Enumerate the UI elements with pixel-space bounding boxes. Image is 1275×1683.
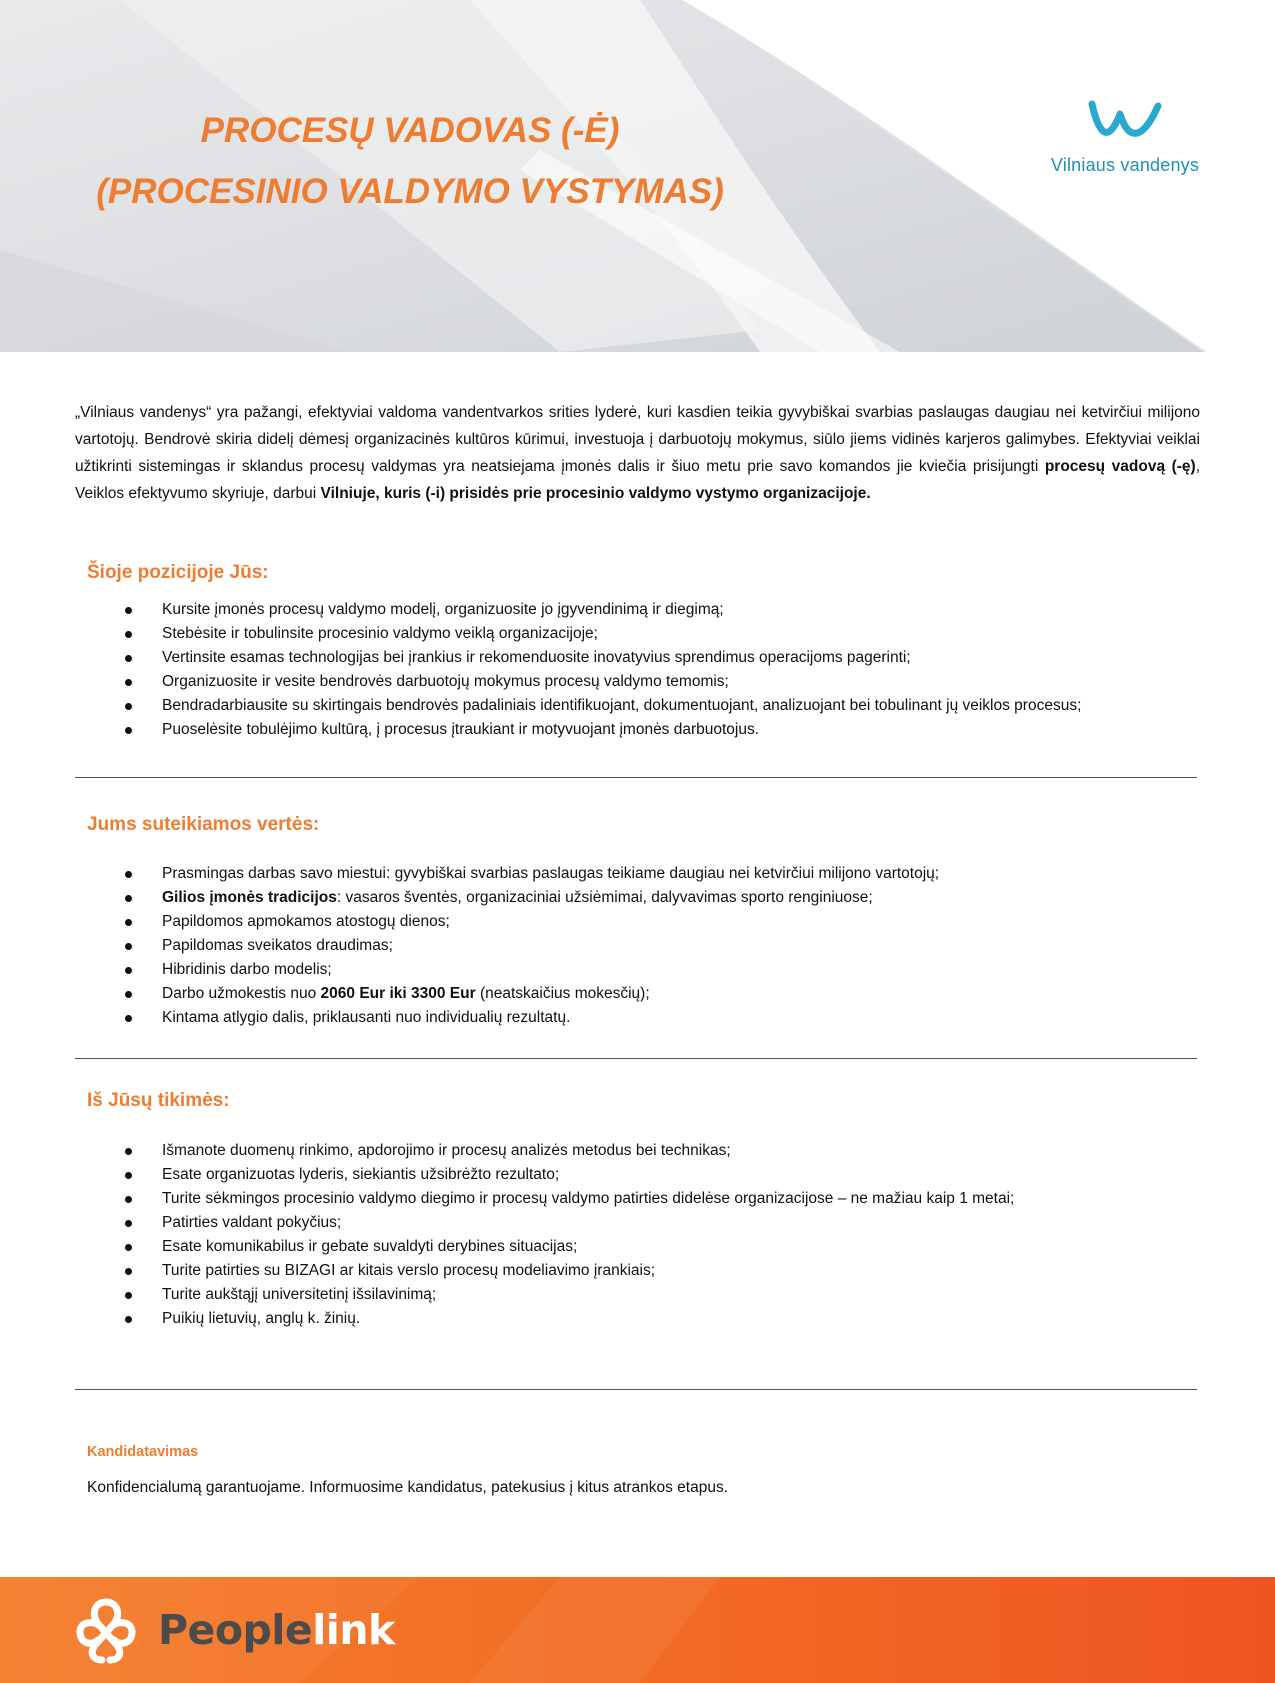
list-item-text: Papildomos apmokamos atostogų dienos; (162, 913, 450, 930)
list-item (87, 1283, 1202, 1307)
bullet-icon (125, 679, 132, 686)
bullet-icon (125, 631, 132, 638)
wave-w-icon (1088, 100, 1162, 144)
intro-text-2: , Veiklos efektyvumo skyriuje, darbui (75, 458, 1200, 502)
list-item (87, 718, 1202, 742)
bullet-icon (125, 1148, 132, 1155)
list-item (87, 670, 1202, 694)
intro-paragraph (75, 399, 1200, 507)
job-title-line-1: PROCESŲ VADOVAS (-Ė) (200, 111, 620, 150)
list-item-text: Turite patirties su BIZAGI ar kitais verslo procesų modeliavimo įrankiais; (162, 1262, 656, 1279)
list-item-text: Darbo užmokestis nuo (162, 985, 321, 1002)
candidacy-text: Konfidencialumą garantuojame. Informuosime kandidatus, patekusius į kitus atrankos etapus. (87, 1479, 729, 1496)
bullet-icon (125, 919, 132, 926)
list-item-text: Kintama atlygio dalis, priklausanti nuo individualių rezultatų. (162, 1009, 571, 1026)
peoplelink-knot-icon (70, 1594, 142, 1666)
list-item-text: Kursite įmonės procesų valdymo modelį, organizuosite jo įgyvendinimą ir diegimą; (162, 601, 724, 618)
list-item-text: Patirties valdant pokyčius; (162, 1214, 342, 1231)
peoplelink-wordmark (158, 1606, 395, 1654)
divider-2 (75, 1058, 1197, 1059)
list-item (87, 1187, 1202, 1211)
list-item (87, 622, 1202, 646)
company-logo (1040, 100, 1210, 190)
brand-part-2: link (312, 1606, 395, 1654)
bullet-icon (125, 1172, 132, 1179)
candidacy-label: Kandidatavimas (87, 1444, 199, 1460)
list-item-text: Organizuosite ir vesite bendrovės darbuotojų mokymus procesų valdymo temomis; (162, 673, 729, 690)
bullet-icon (125, 607, 132, 614)
list-item-text: Puoselėsite tobulėjimo kultūrą, į procesus įtraukiant ir motyvuojant įmonės darbuotojus. (162, 721, 760, 738)
salary-range: 2060 Eur iki 3300 Eur (320, 985, 476, 1002)
list-item (87, 982, 1202, 1006)
list-item (87, 862, 1202, 886)
list-item-text: Vertinsite esamas technologijas bei įrankius ir rekomenduosite inovatyvius sprendimus operacijoms pagerinti; (162, 649, 911, 666)
list-item-bold: Gilios įmonės tradicijos (162, 889, 337, 906)
bullet-icon (125, 1316, 132, 1323)
requirements-list (87, 1139, 1202, 1331)
section-heading-requirements: Iš Jūsų tikimės: (87, 1090, 230, 1111)
list-item (87, 1259, 1202, 1283)
list-item (87, 958, 1202, 982)
list-item (87, 910, 1202, 934)
list-item-text: Turite aukštąjį universitetinį išsilavinimą; (162, 1286, 437, 1303)
list-item (87, 1235, 1202, 1259)
bullet-icon (125, 727, 132, 734)
list-item (87, 1307, 1202, 1331)
divider-1 (75, 777, 1197, 778)
list-item (87, 1139, 1202, 1163)
section-heading-benefits: Jums suteikiamos vertės: (87, 814, 320, 835)
list-item-text: Išmanote duomenų rinkimo, apdorojimo ir procesų analizės metodus bei technikas; (162, 1142, 731, 1159)
list-item-text: Prasmingas darbas savo miestui: gyvybiškai svarbias paslaugas teikiame daugiau nei ketvirčiui milijono vartotojų; (162, 865, 940, 882)
bullet-icon (125, 1292, 132, 1299)
bullet-icon (125, 895, 132, 902)
list-item-text: Turite sėkmingos procesinio valdymo diegimo ir procesų valdymo patirties didelėse organizacijose – ne mažiau kaip 1 metai; (162, 1190, 1015, 1207)
bullet-icon (125, 871, 132, 878)
footer-band (0, 1577, 1275, 1683)
list-item (87, 694, 1202, 718)
list-item-text: Stebėsite ir tobulinsite procesinio valdymo veiklą organizacijoje; (162, 625, 598, 642)
brand-part-1: People (158, 1606, 313, 1654)
responsibilities-list (87, 598, 1202, 742)
company-name: Vilniaus vandenys (1050, 155, 1200, 175)
list-item-text: (neatskaičius mokesčių); (475, 985, 650, 1002)
list-item (87, 598, 1202, 622)
list-item-text: Bendradarbiausite su skirtingais bendrovės padaliniais identifikuojant, dokumentuojant, analizuojant bei tobulinant jų veiklos procesus; (162, 697, 1082, 714)
section-heading-responsibilities: Šioje pozicijoje Jūs: (87, 562, 269, 583)
intro-bold-location: Vilniuje, kuris (-i) prisidės prie procesinio valdymo vystymo organizacijoje. (320, 485, 871, 502)
bullet-icon (125, 943, 132, 950)
list-item (87, 1006, 1202, 1030)
bullet-icon (125, 1268, 132, 1275)
intro-text-1: „Vilniaus vandenys“ yra pažangi, efektyviai valdoma vandentvarkos srities lyderė, kuri kasdien teikia gyvybiškai svarbias paslaugas daugiau nei ketvirčiui milijono vartotojų. Bendrovė skiria didelį dėmesį organizacinės kultūros kūrimui, investuoja į darbuotojų mokymus, siūlo jiems vidinės karjeros galimybes. Efektyviai veiklai užtikrinti sistemingas ir sklandus procesų valdymas yra neatsiejama įmonės dalis ir šiuo metu prie savo komandos jie kviečia prisijungti (75, 404, 1200, 475)
list-item (87, 1211, 1202, 1235)
list-item-text: : vasaros šventės, organizaciniai užsiėmimai, dalyvavimas sporto renginiuose; (336, 889, 873, 906)
bullet-icon (125, 1220, 132, 1227)
bullet-icon (125, 1015, 132, 1022)
bullet-icon (125, 1244, 132, 1251)
peoplelink-logo (70, 1594, 395, 1666)
bullet-icon (125, 1196, 132, 1203)
list-item (87, 934, 1202, 958)
list-item (87, 1163, 1202, 1187)
job-title (60, 100, 760, 222)
list-item-text: Esate komunikabilus ir gebate suvaldyti derybines situacijas; (162, 1238, 578, 1255)
bullet-icon (125, 703, 132, 710)
job-title-line-2: (PROCESINIO VALDYMO VYSTYMAS) (96, 172, 724, 211)
bullet-icon (125, 967, 132, 974)
list-item-text: Esate organizuotas lyderis, siekiantis užsibrėžto rezultato; (162, 1166, 560, 1183)
intro-bold-position: procesų vadovą (-ę) (1044, 458, 1196, 475)
benefits-list (87, 862, 1202, 1030)
list-item-text: Hibridinis darbo modelis; (162, 961, 332, 978)
divider-3 (75, 1389, 1197, 1390)
list-item-text: Papildomas sveikatos draudimas; (162, 937, 393, 954)
list-item (87, 646, 1202, 670)
bullet-icon (125, 991, 132, 998)
list-item-text: Puikių lietuvių, anglų k. žinių. (162, 1310, 361, 1327)
bullet-icon (125, 655, 132, 662)
list-item (87, 886, 1202, 910)
